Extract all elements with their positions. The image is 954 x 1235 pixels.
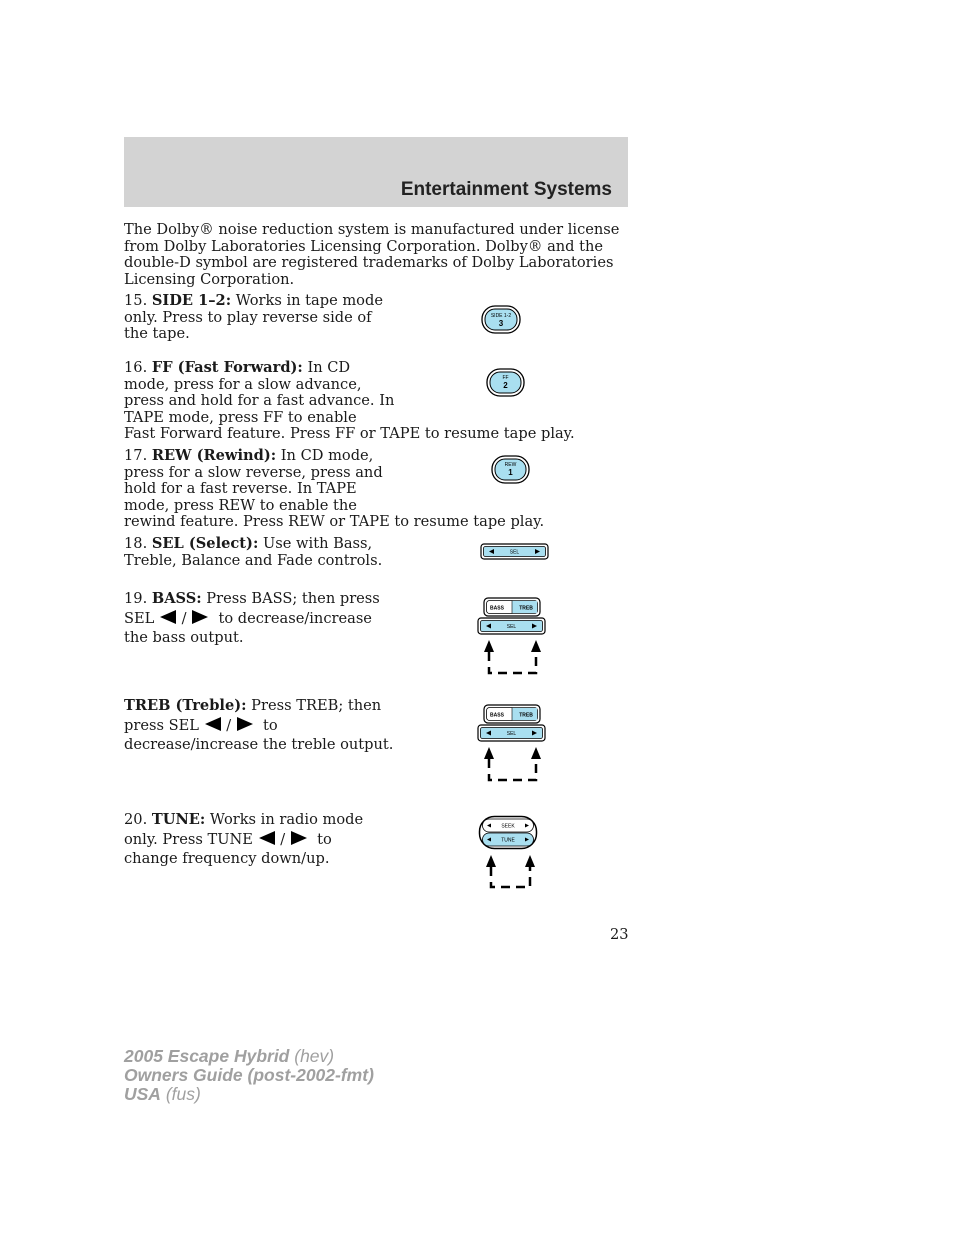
item-bass-term: BASS: — [151, 590, 202, 607]
section-title: Entertainment Systems — [400, 179, 612, 200]
rew-button-figure — [490, 454, 532, 486]
bass-button-label: BASS — [490, 605, 504, 612]
side-button-label: SIDE 1-2 — [490, 313, 512, 319]
section-header-bar — [124, 137, 628, 207]
item-bass-description: 19. BASS: Press BASS; then press SEL / to decrease/increase the bass output. — [124, 590, 380, 646]
item-rew-description: 17. REW (Rewind): In CD mode, press for a slow reverse, press and hold for a fast reverse. In TAPE mode, press REW to enable the rewind feature. Press REW or TAPE to resume tape play. — [124, 447, 545, 531]
item-side-description: 15. SIDE 1–2: Works in tape mode only. Press to play reverse side of the tape. — [124, 292, 383, 343]
sel-button-label: SEL — [509, 549, 520, 556]
item-ff-description: 16. FF (Fast Forward): In CD mode, press for a slow advance, press and hold for a fast advance. In TAPE mode, press FF to enable Fast Forward feature. Press FF or TAPE to resume tape play. — [124, 359, 575, 443]
item-side-term: SIDE 1–2: — [151, 292, 232, 309]
ff-button-figure — [485, 367, 527, 399]
tune-control-figure — [478, 815, 540, 891]
item-ff-term: FF (Fast Forward): — [151, 359, 303, 376]
sel-button-figure — [480, 543, 550, 561]
bass-right-pointer-icon — [531, 640, 541, 652]
left-triangle-icon — [258, 830, 276, 846]
page-number: 23 — [610, 926, 629, 943]
ff-button-label: FF — [502, 375, 509, 381]
item-rew-term: REW (Rewind): — [151, 447, 277, 464]
tune-button-label: TUNE — [501, 837, 515, 844]
left-triangle-icon — [204, 716, 222, 732]
treb-right-pointer-icon — [531, 747, 541, 759]
rew-button-number: 1 — [508, 468, 513, 477]
item-sel-term: SEL (Select): — [151, 535, 259, 552]
treb-sel-label: SEL — [506, 731, 517, 737]
right-triangle-icon — [191, 609, 209, 625]
treb-button-label: TREB — [519, 605, 533, 612]
side-button-number: 3 — [498, 319, 504, 328]
treb-fig-treb-label: TREB — [519, 712, 533, 719]
bass-left-pointer-icon — [484, 640, 494, 652]
right-triangle-icon — [290, 830, 308, 846]
bass-control-figure — [476, 597, 548, 677]
side-button-figure — [480, 304, 524, 336]
item-tune-term: TUNE: — [151, 811, 206, 828]
dolby-notice-paragraph: The Dolby® noise reduction system is manufactured under license from Dolby Laboratories Licensing Corporation. Dolby® and the double-D symbol are registered trademarks of Dolby Laboratories Licensing Corporation. — [124, 221, 620, 288]
left-triangle-icon — [159, 609, 177, 625]
treb-control-figure — [476, 704, 548, 784]
rew-button-label: REW — [504, 462, 517, 468]
treb-left-pointer-icon — [484, 747, 494, 759]
seek-button-label: SEEK — [501, 823, 515, 830]
item-sel-description: 18. SEL (Select): Use with Bass, Treble, Balance and Fade controls. — [124, 535, 383, 569]
right-triangle-icon — [236, 716, 254, 732]
item-treb-term: TREB (Treble): — [124, 697, 247, 714]
document-footer: 2005 Escape Hybrid (hev) Owners Guide (post-2002-fmt) USA (fus) — [124, 1046, 374, 1104]
treb-fig-bass-label: BASS — [490, 712, 504, 719]
tune-right-pointer-icon — [525, 855, 535, 867]
item-tune-description: 20. TUNE: Works in radio mode only. Press TUNE / to change frequency down/up. — [124, 811, 364, 867]
bass-sel-label: SEL — [506, 624, 517, 630]
item-treb-description: TREB (Treble): Press TREB; then press SEL / to decrease/increase the treble output. — [124, 697, 394, 753]
ff-button-number: 2 — [503, 381, 508, 390]
tune-left-pointer-icon — [486, 855, 496, 867]
